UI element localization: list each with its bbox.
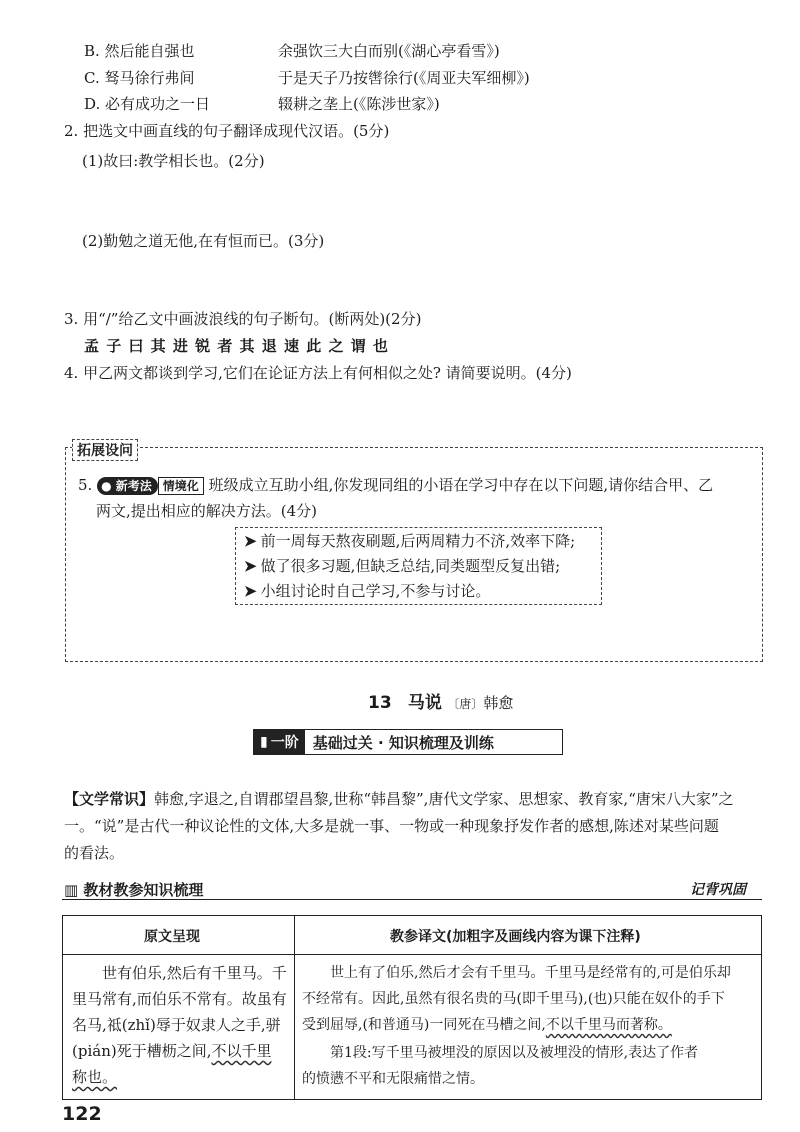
- arrow-icon: ➤: [244, 532, 257, 550]
- table-cell-original: [72, 960, 287, 986]
- section-right-label: 记背巩固: [690, 882, 746, 898]
- translation-line: 的愤懑不平和无限痛惜之情。: [302, 1071, 484, 1087]
- original-line: 里马常有,而伯乐不常有。故虽有: [72, 990, 287, 1008]
- original-line: [72, 1038, 272, 1064]
- question-5: [78, 474, 713, 495]
- question-3: 3. 用“/”给乙文中画波浪线的句子断句。(断两处)(2分): [64, 310, 422, 328]
- translation-line: 世上有了伯乐,然后才会有千里马。千里马是经常有的,可是伯乐却: [330, 965, 731, 981]
- question-4: 4. 甲乙两文都谈到学习,它们在论证方法上有何相似之处? 请简要说明。(4分): [64, 364, 572, 382]
- original-line: [72, 1064, 117, 1090]
- extension-tag: 拓展设问: [72, 439, 138, 461]
- problem-item: [244, 530, 575, 551]
- situational-badge: 情境化: [158, 477, 204, 495]
- problem-item: [244, 555, 560, 576]
- original-line: 名马,祗(zhǐ)辱于奴隶人之手,骈: [72, 1016, 281, 1034]
- book-icon: ▥: [64, 881, 79, 899]
- option-d-compare: 辍耕之垄上(《陈涉世家》): [278, 95, 440, 113]
- bar-chart-icon: ▮: [260, 734, 268, 750]
- new-method-label: 新考法: [115, 479, 152, 493]
- option-c: C. 驽马徐行弗间: [84, 69, 195, 87]
- translation-line-text: 受到屈辱,(和普通马)一同死在马槽之间,: [302, 1017, 546, 1033]
- arrow-icon: ➤: [244, 582, 257, 600]
- question-5-line-1: 班级成立互助小组,你发现同组的小语在学习中存在以下问题,请你结合甲、乙: [208, 476, 714, 494]
- problem-text: 前一周每天熬夜刷题,后两周精力不济,效率下降;: [260, 532, 576, 550]
- option-b: B. 然后能自强也: [84, 42, 195, 60]
- stage-banner: [253, 729, 563, 755]
- literary-knowledge-text: 韩愈,字退之,自谓郡望昌黎,世称“韩昌黎”,唐代文学家、思想家、教育家,“唐宋八大家”之: [154, 790, 734, 808]
- problem-item: [244, 580, 490, 601]
- stage-badge-label: 一阶: [270, 735, 299, 751]
- question-2-sub-2: (2)勤勉之道无他,在有恒而已。(3分): [82, 232, 325, 250]
- stage-badge: [254, 730, 305, 754]
- page-number: 122: [62, 1103, 102, 1125]
- option-c-compare: 于是天子乃按辔徐行(《周亚夫军细柳》): [278, 69, 530, 87]
- literary-knowledge-line-3: 的看法。: [64, 844, 125, 862]
- option-b-compare: 余强饮三大白而别(《湖心亭看雪》): [278, 42, 500, 60]
- question-2-sub-1: (1)故曰:教学相长也。(2分): [82, 152, 265, 170]
- stage-title: 基础过关 · 知识梳理及训练: [312, 733, 494, 752]
- table-header-original: 原文呈现: [144, 929, 200, 945]
- question-5-line-2: 两文,提出相应的解决方法。(4分): [96, 502, 318, 520]
- section-title: [64, 879, 203, 900]
- original-line-wavy: 称也。: [72, 1068, 118, 1086]
- lesson-title: [368, 688, 513, 713]
- original-line-text: (pián)死于槽枥之间,: [72, 1042, 212, 1060]
- option-d: D. 必有成功之一日: [84, 95, 211, 113]
- question-2: 2. 把选文中画直线的句子翻译成现代汉语。(5分): [64, 122, 390, 140]
- section-title-text: 教材教参知识梳理: [83, 881, 204, 899]
- problem-text: 小组讨论时自己学习,不参与讨论。: [260, 582, 491, 600]
- translation-line: 不经常有。因此,虽然有很名贵的马(即千里马),(也)只能在奴仆的手下: [302, 991, 725, 1007]
- question-5-number: 5.: [78, 476, 93, 494]
- lesson-dynasty: 〔唐〕: [447, 697, 484, 711]
- arrow-icon: ➤: [244, 557, 257, 575]
- lesson-name: 马说: [407, 693, 442, 713]
- problem-text: 做了很多习题,但缺乏总结,同类题型反复出错;: [260, 557, 561, 575]
- literary-knowledge-line-1: [64, 788, 734, 809]
- original-line: 世有伯乐,然后有千里马。千: [102, 964, 287, 982]
- lesson-number: 13: [368, 693, 392, 713]
- question-3-sentence: 孟 子 曰 其 进 锐 者 其 退 速 此 之 谓 也: [84, 337, 389, 355]
- translation-line-wavy: 不以千里马而著称。: [545, 1017, 672, 1033]
- new-method-badge: [97, 477, 158, 495]
- original-line-wavy: 不以千里: [211, 1042, 272, 1060]
- literary-knowledge-line-2: 一。“说”是古代一种议论性的文体,大多是就一事、一物或一种现象抒发作者的感想,陈述对某些问题: [64, 817, 719, 835]
- translation-line: [302, 1012, 672, 1038]
- lightbulb-icon: ●: [101, 479, 112, 493]
- lesson-author: 韩愈: [483, 694, 514, 712]
- translation-line: 第1段:写千里马被埋没的原因以及被埋没的情形,表达了作者: [330, 1045, 699, 1061]
- table-header-translation: 教参译文(加粗字及画线内容为课下注释): [390, 929, 641, 945]
- literary-knowledge-label: 【文学常识】: [64, 790, 155, 808]
